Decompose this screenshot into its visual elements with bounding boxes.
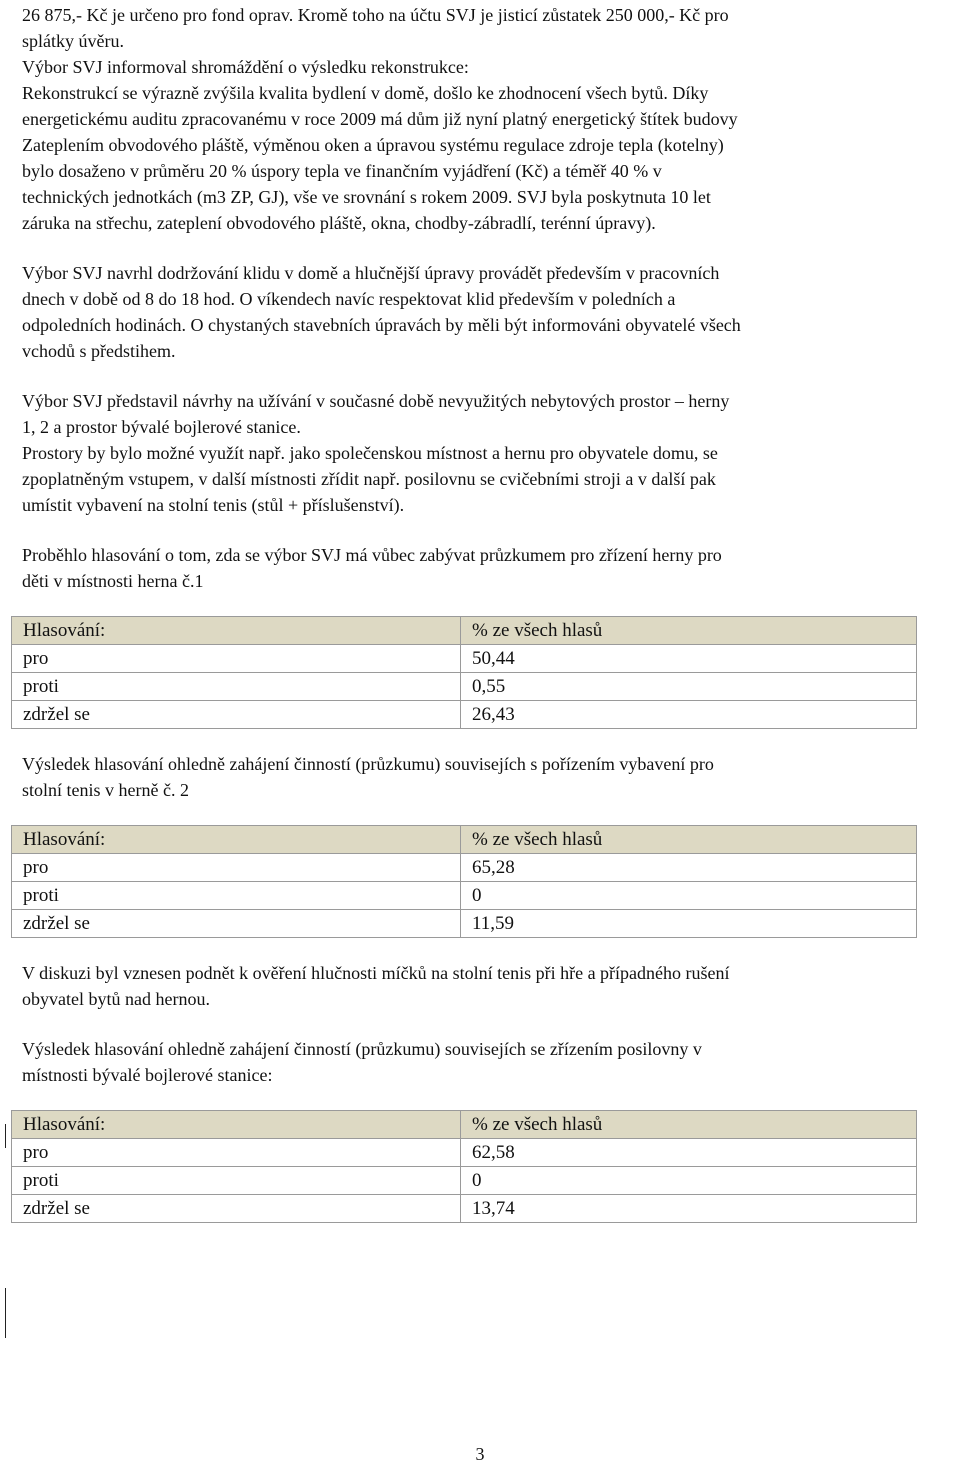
text-line: Prostory by bylo možné využít např. jako společenskou místnost a hernu pro obyvatele domu, se (22, 443, 718, 463)
table-header-cell: % ze všech hlasů (461, 1111, 917, 1139)
table-cell: 50,44 (461, 645, 917, 673)
table-header-row (12, 617, 917, 645)
text-line: splátky úvěru. (22, 31, 124, 51)
table-cell: proti (12, 1167, 461, 1195)
table-cell: pro (12, 854, 461, 882)
text-line: stolní tenis v herně č. 2 (22, 780, 189, 800)
table-cell: zdržel se (12, 910, 461, 938)
vote-table-1 (11, 616, 917, 729)
table-row (12, 673, 917, 701)
vote-table-3 (11, 1110, 917, 1223)
table-row (12, 1167, 917, 1195)
text-line: Výsledek hlasování ohledně zahájení činností (průzkumu) souvisejích se zřízením posilovny v (22, 1039, 702, 1059)
revision-change-bar (5, 1288, 6, 1338)
text-line: energetickému auditu zpracovanému v roce 2009 má dům již nyní platný energetický štítek budovy (22, 109, 738, 129)
table-cell: proti (12, 882, 461, 910)
page-number: 3 (475, 1444, 485, 1464)
text-line: V diskuzi byl vznesen podnět k ověření hlučnosti míčků na stolní tenis při hře a případného rušení (22, 963, 730, 983)
table-header-row (12, 826, 917, 854)
table-row (12, 882, 917, 910)
table-row (12, 854, 917, 882)
text-line: vchodů s předstihem. (22, 341, 176, 361)
table-row (12, 1139, 917, 1167)
paragraph-noise-discussion (22, 960, 957, 1012)
table-cell: 11,59 (461, 910, 917, 938)
text-line: místnosti bývalé bojlerové stanice: (22, 1065, 273, 1085)
revision-change-bar (5, 1124, 6, 1148)
table-cell: 62,58 (461, 1139, 917, 1167)
paragraph-quiet-hours (22, 260, 957, 364)
table-cell: 0,55 (461, 673, 917, 701)
paragraph-room-proposals (22, 388, 957, 518)
table-cell: zdržel se (12, 1195, 461, 1223)
table-row (12, 701, 917, 729)
table-header-cell: Hlasování: (12, 617, 461, 645)
table-row (12, 910, 917, 938)
text-line: Proběhlo hlasování o tom, zda se výbor SVJ má vůbec zabývat průzkumem pro zřízení herny pro (22, 545, 722, 565)
text-line: obyvatel bytů nad hernou. (22, 989, 210, 1009)
document-page (22, 2, 957, 1245)
text-line: Zateplením obvodového pláště, výměnou oken a úpravou systému regulace zdroje tepla (kotelny) (22, 135, 724, 155)
table-header-cell: % ze všech hlasů (461, 826, 917, 854)
text-line: záruka na střechu, zateplení obvodového pláště, okna, chodby-zábradlí, terénní úpravy). (22, 213, 656, 233)
table-cell: zdržel se (12, 701, 461, 729)
text-line: zpoplatněným vstupem, v další místnosti zřídit např. posilovnu se cvičebními stroji a v další pak (22, 469, 716, 489)
table-header-cell: Hlasování: (12, 1111, 461, 1139)
text-line: Výbor SVJ informoval shromáždění o výsledku rekonstrukce: (22, 57, 469, 77)
table-row (12, 1195, 917, 1223)
text-line: Výbor SVJ navrhl dodržování klidu v domě a hlučnější úpravy provádět především v pracovních (22, 263, 720, 283)
vote-table-2 (11, 825, 917, 938)
table-cell: 0 (461, 882, 917, 910)
table-header-cell: % ze všech hlasů (461, 617, 917, 645)
table-header-cell: Hlasování: (12, 826, 461, 854)
text-line: 1, 2 a prostor bývalé bojlerové stanice. (22, 417, 301, 437)
table-cell: 65,28 (461, 854, 917, 882)
table-cell: proti (12, 673, 461, 701)
text-line: umístit vybavení na stolní tenis (stůl + příslušenství). (22, 495, 405, 515)
table-cell: 13,74 (461, 1195, 917, 1223)
text-line: Výsledek hlasování ohledně zahájení činností (průzkumu) souvisejích s pořízením vybavení pro (22, 754, 714, 774)
text-line: Výbor SVJ představil návrhy na užívání v současné době nevyužitých nebytových prostor – herny (22, 391, 730, 411)
text-line: Rekonstrukcí se výrazně zvýšila kvalita bydlení v domě, došlo ke zhodnocení všech bytů. Díky (22, 83, 709, 103)
text-line: bylo dosaženo v průměru 20 % úspory tepla ve finančním vyjádření (Kč) a téměř 40 % v (22, 161, 662, 181)
table-cell: 0 (461, 1167, 917, 1195)
text-line: 26 875,- Kč je určeno pro fond oprav. Kromě toho na účtu SVJ je jisticí zůstatek 250 000,- Kč pro (22, 5, 729, 25)
paragraph-vote-1-intro (22, 542, 957, 594)
text-line: odpoledních hodinách. O chystaných stavebních úpravách by měli být informováni obyvatelé všech (22, 315, 741, 335)
table-cell: pro (12, 645, 461, 673)
table-cell: 26,43 (461, 701, 917, 729)
paragraph-vote-2-intro (22, 751, 957, 803)
table-header-row (12, 1111, 917, 1139)
text-line: technických jednotkách (m3 ZP, GJ), vše ve srovnání s rokem 2009. SVJ byla poskytnuta 10 let (22, 187, 711, 207)
paragraph-finance-reconstruction (22, 2, 957, 236)
table-row (12, 645, 917, 673)
text-line: dnech v době od 8 do 18 hod. O víkendech navíc respektovat klid především v poledních a (22, 289, 676, 309)
table-cell: pro (12, 1139, 461, 1167)
text-line: děti v místnosti herna č.1 (22, 571, 204, 591)
paragraph-vote-3-intro (22, 1036, 957, 1088)
